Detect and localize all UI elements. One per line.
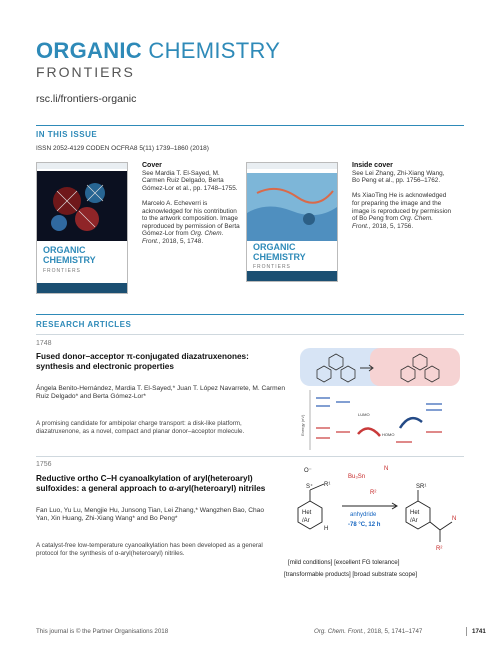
conditions-anhydride: anhydride <box>350 512 377 518</box>
product-het: Het <box>410 510 420 516</box>
footer-left: This journal is © the Partner Organisations 2018 <box>36 628 169 635</box>
inside-cover-caption <box>352 162 452 230</box>
article-1-title[interactable]: Fused donor–acceptor π-conjugated diazatruxenones: synthesis and electronic properties <box>36 352 249 371</box>
cover-artwork <box>37 171 127 241</box>
research-heading: RESEARCH ARTICLES <box>36 320 132 329</box>
journal-title-bold: ORGANIC <box>36 38 142 63</box>
journal-title-light: CHEMISTRY <box>148 38 281 63</box>
cover-journal: Org. Chem. Front. <box>142 230 224 245</box>
inside-cover-credit: Ms XiaoTing He is acknowledged for preparing the image and the image is reproduced by permission of Bo Peng from <box>352 192 452 223</box>
cover-ref: See Mardia T. El-Sayed, M. Carmen Ruiz Delgado, Berta Gómez-Lor et al., pp. 1748–1755. <box>142 169 238 192</box>
cover-sub: FRONTIERS <box>43 268 81 274</box>
footer-divider <box>466 627 467 636</box>
issue-rule <box>36 125 464 126</box>
inside-cover-title-2: CHEMISTRY <box>253 252 306 262</box>
cover-tail: , 2018, 5, 1748. <box>158 237 204 245</box>
issue-heading: IN THIS ISSUE <box>36 130 98 139</box>
lumo-label: LUMO <box>358 412 370 417</box>
reactant-o: O⁻ <box>304 468 312 474</box>
energy-axis-label: Energy (eV) <box>300 414 305 436</box>
article-1-abstract: A promising candidate for ambipolar charge transport: a disk-like platform, diazatruxenone, as a novel, compact and planar donor–acceptor molecule. <box>36 420 245 435</box>
article-1-page: 1748 <box>36 340 52 347</box>
product-sr1: SR¹ <box>416 484 427 490</box>
footer-journal: Org. Chem. Front. <box>314 628 364 635</box>
journal-url[interactable]: rsc.li/frontiers-organic <box>36 93 137 105</box>
reactant-ar: /Ar <box>302 518 310 524</box>
article-1-graphic <box>296 346 464 454</box>
journal-title <box>36 38 280 64</box>
cover-credit: Marcelo A. Echeverri is acknowledged for his contribution to the artwork composition. Image reproduced by permission of Berta Gómez-Lor from <box>142 199 240 238</box>
issn-line: ISSN 2052-4129 CODEN OCFRA8 5(11) 1739–1860 (2018) <box>36 145 209 152</box>
article-divider <box>36 456 464 457</box>
research-subrule <box>36 334 464 335</box>
reagent-bu3sn: Bu₃Sn <box>348 474 366 480</box>
article-2-scheme <box>280 460 464 584</box>
scheme-tags-1: [mild conditions] [excellent FG tolerance] <box>288 559 400 566</box>
inside-cover-sub: FRONTIERS <box>253 264 291 270</box>
inside-cover-journal: Org. Chem. Front. <box>352 215 433 230</box>
footer-citation: , 2018, 5, 1741–1747 <box>363 628 423 635</box>
inside-cover-tail: , 2018, 5, 1756. <box>368 222 414 230</box>
inside-cover-label: Inside cover <box>352 162 393 169</box>
product-ar: /Ar <box>410 518 418 524</box>
product-n: N <box>452 516 457 522</box>
inside-cover-title-1: ORGANIC <box>253 242 296 252</box>
journal-subtitle: FRONTIERS <box>36 64 135 80</box>
reactant-s: S⁺ <box>306 484 314 490</box>
cover-image <box>36 162 128 294</box>
footer-right <box>314 628 422 635</box>
reactant-h: H <box>324 526 329 532</box>
scheme-tags-2: [transformable products] [broad substrate scope] <box>284 571 418 578</box>
product-r2: R² <box>436 546 443 552</box>
research-rule <box>36 314 464 315</box>
homo-label: HOMO <box>382 432 395 437</box>
reactant-r1: R¹ <box>324 482 331 488</box>
cover-title-1: ORGANIC <box>43 245 86 255</box>
cover-label: Cover <box>142 162 162 169</box>
cover-title-2: CHEMISTRY <box>43 255 96 265</box>
reagent-n: N <box>384 466 389 472</box>
inside-cover-ref: See Lei Zhang, Zhi-Xiang Wang, Bo Peng et al., pp. 1756–1762. <box>352 169 445 185</box>
cover-caption <box>142 162 242 246</box>
article-2-abstract: A catalyst-free low-temperature cyanoalkylation has been developed as a general protocol for the synthesis of α-aryl(heteroaryl) nitriles. <box>36 542 263 557</box>
reactant-het: Het <box>302 510 312 516</box>
inside-cover-image <box>246 162 338 282</box>
conditions-temp: -78 °C, 12 h <box>348 522 381 528</box>
article-2-authors: Fan Luo, Yu Lu, Mengjie Hu, Junsong Tian, Lei Zhang,* Wangzhen Bao, Chao Yan, Xin Huang, Zhi-Xiang Wang* and Bo Peng* <box>36 507 265 523</box>
article-2-page: 1756 <box>36 461 52 468</box>
reagent-r2: R² <box>370 490 377 496</box>
article-1-authors: Ángela Benito-Hernández, Mardia T. El-Sayed,* Juan T. López Navarrete, M. Carmen Ruiz Delgado* and Berta Gómez-Lor* <box>36 385 285 401</box>
inside-cover-artwork <box>247 173 337 241</box>
page-number: 1741 <box>472 628 486 635</box>
article-2-title[interactable]: Reductive ortho C–H cyanoalkylation of aryl(heteroaryl) sulfoxides: a general approach to α-aryl(heteroaryl) nitriles <box>36 474 266 493</box>
